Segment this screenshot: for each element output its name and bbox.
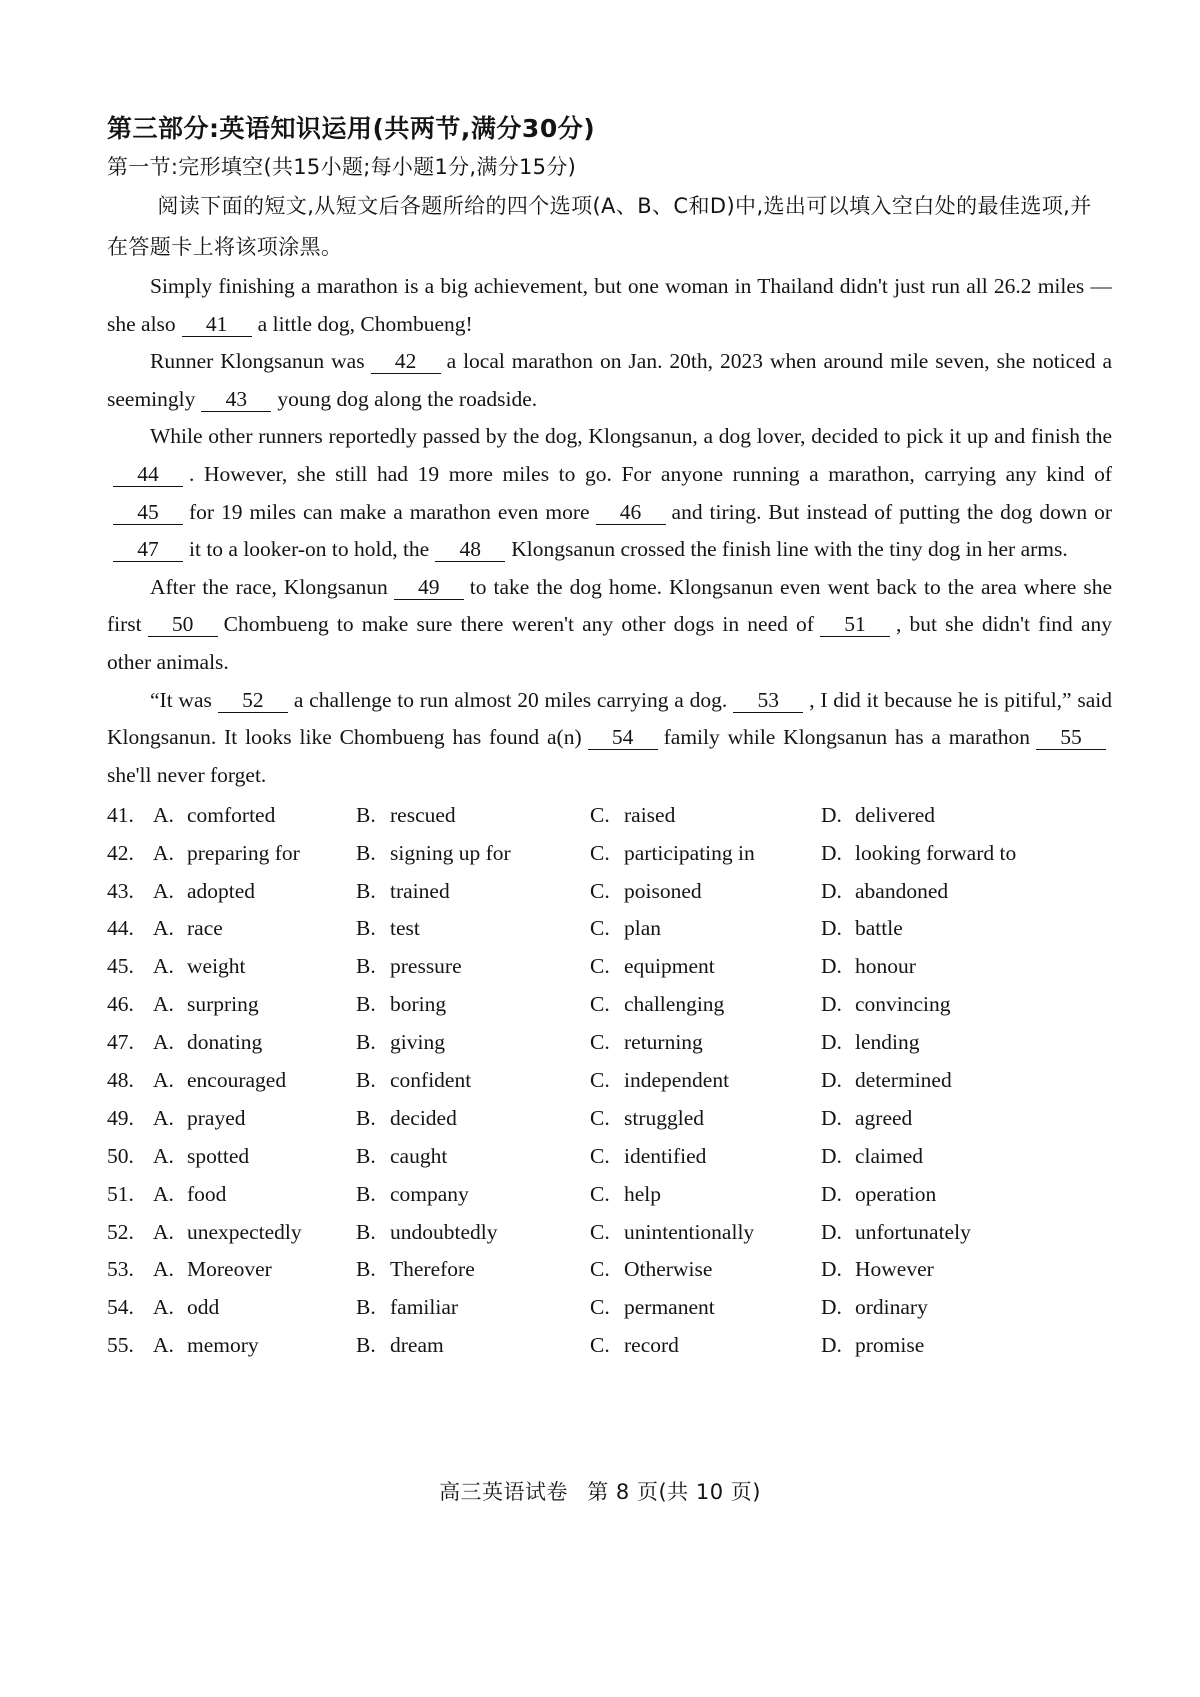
option-text: help (624, 1181, 662, 1206)
exam-page (107, 112, 1112, 1365)
option-letter: B. (356, 1333, 376, 1358)
option-a[interactable] (107, 879, 356, 904)
option-letter: A. (153, 802, 174, 827)
page-footer (0, 1476, 1200, 1506)
option-d[interactable] (821, 1295, 1081, 1320)
option-letter: A. (153, 1219, 174, 1244)
instructions: 阅读下面的短文,从短文后各题所给的四个选项(A、B、C和D)中,选出可以填入空白处的最佳选项,并在答题卡上将该项涂黑。 (107, 194, 1092, 259)
option-letter: A. (153, 1295, 174, 1320)
option-d[interactable] (821, 803, 1081, 828)
option-letter: B. (356, 992, 376, 1017)
option-letter: A. (153, 1105, 174, 1130)
option-c[interactable] (590, 1220, 821, 1245)
option-c[interactable] (590, 841, 821, 866)
option-b[interactable] (356, 1295, 590, 1320)
option-text: poisoned (624, 878, 702, 903)
option-text: returning (624, 1030, 703, 1055)
question-number: 41. (107, 802, 134, 827)
option-text: participating in (624, 840, 755, 865)
blank-52[interactable]: 52 (218, 688, 288, 713)
blank-45[interactable]: 45 (113, 500, 183, 525)
option-b[interactable] (356, 1106, 590, 1131)
question-row (107, 834, 1112, 872)
question-number: 49. (107, 1105, 134, 1130)
option-b[interactable] (356, 1220, 590, 1245)
option-b[interactable] (356, 1068, 590, 1093)
option-c[interactable] (590, 1106, 821, 1131)
option-c[interactable] (590, 1030, 821, 1055)
option-text: record (624, 1333, 679, 1358)
option-letter: B. (356, 1257, 376, 1282)
option-a[interactable] (107, 1295, 356, 1320)
option-letter: C. (590, 1143, 610, 1168)
question-number: 45. (107, 954, 134, 979)
option-text: confident (390, 1067, 472, 1092)
option-letter: A. (153, 1030, 174, 1055)
option-a[interactable] (107, 916, 356, 941)
option-text: convincing (855, 992, 951, 1017)
option-d[interactable] (821, 1220, 1081, 1245)
option-text: spotted (187, 1143, 250, 1168)
blank-48[interactable]: 48 (435, 537, 505, 562)
option-text: weight (187, 954, 246, 979)
question-row (107, 1099, 1112, 1137)
option-letter: A. (153, 1257, 174, 1282)
option-b[interactable] (356, 1030, 590, 1055)
answer-options (107, 796, 1112, 1364)
option-text: adopted (187, 878, 256, 903)
option-letter: C. (590, 1105, 610, 1130)
question-row (107, 1251, 1112, 1289)
option-text: rescued (390, 802, 456, 827)
option-letter: C. (590, 916, 610, 941)
option-text: However (855, 1257, 934, 1282)
option-b[interactable] (356, 954, 590, 979)
option-a[interactable] (107, 803, 356, 828)
option-a[interactable] (107, 1144, 356, 1169)
option-letter: A. (153, 992, 174, 1017)
question-row (107, 1175, 1112, 1213)
option-letter: D. (821, 802, 842, 827)
option-text: independent (624, 1067, 730, 1092)
option-text: unfortunately (855, 1219, 971, 1244)
option-letter: B. (356, 916, 376, 941)
option-c[interactable] (590, 803, 821, 828)
question-number: 51. (107, 1181, 134, 1206)
option-text: delivered (855, 802, 935, 827)
blank-54[interactable]: 54 (588, 725, 658, 750)
option-text: honour (855, 954, 916, 979)
option-letter: C. (590, 1030, 610, 1055)
option-a[interactable] (107, 992, 356, 1017)
option-letter: C. (590, 878, 610, 903)
option-text: comforted (187, 802, 276, 827)
option-text: company (390, 1181, 469, 1206)
option-letter: C. (590, 1067, 610, 1092)
option-letter: D. (821, 1257, 842, 1282)
option-letter: B. (356, 840, 376, 865)
option-letter: A. (153, 1143, 174, 1168)
passage-text: While other runners reportedly passed by the dog, Klongsanun, a dog lover, decided to pick it up and finish the (150, 424, 1112, 449)
question-number: 46. (107, 992, 134, 1017)
option-b[interactable] (356, 803, 590, 828)
question-number: 44. (107, 916, 134, 941)
option-text: decided (390, 1105, 457, 1130)
option-c[interactable] (590, 916, 821, 941)
part-title: 第三部分:英语知识运用(共两节,满分30分) (107, 114, 596, 143)
option-text: agreed (855, 1105, 913, 1130)
option-c[interactable] (590, 1144, 821, 1169)
option-letter: C. (590, 802, 610, 827)
blank-49[interactable]: 49 (394, 575, 464, 600)
option-text: unexpectedly (187, 1219, 302, 1244)
option-letter: D. (821, 840, 842, 865)
blank-50[interactable]: 50 (148, 612, 218, 637)
question-number: 48. (107, 1067, 134, 1092)
option-a[interactable] (107, 1182, 356, 1207)
option-text: plan (624, 916, 662, 941)
option-letter: B. (356, 1219, 376, 1244)
option-text: test (390, 916, 420, 941)
option-letter: C. (590, 992, 610, 1017)
section-title: 第一节:完形填空(共15小题;每小题1分,满分15分) (107, 155, 577, 179)
question-number: 50. (107, 1143, 134, 1168)
option-d[interactable] (821, 1030, 1081, 1055)
option-letter: B. (356, 954, 376, 979)
option-letter: B. (356, 802, 376, 827)
option-letter: D. (821, 1143, 842, 1168)
option-letter: C. (590, 1181, 610, 1206)
question-row (107, 1024, 1112, 1062)
option-text: familiar (390, 1295, 459, 1320)
question-row (107, 1213, 1112, 1251)
option-letter: C. (590, 1333, 610, 1358)
passage-text: “It was (150, 687, 212, 712)
exam-name: 高三英语试卷 (439, 1480, 569, 1504)
passage-text: and tiring. But instead of putting the dog down or (671, 499, 1112, 524)
option-text: struggled (624, 1105, 705, 1130)
passage-paragraph (107, 268, 1112, 343)
option-letter: C. (590, 840, 610, 865)
option-d[interactable] (821, 1106, 1081, 1131)
option-text: prayed (187, 1105, 246, 1130)
option-letter: A. (153, 878, 174, 903)
option-text: donating (187, 1030, 263, 1055)
option-text: Therefore (390, 1257, 475, 1282)
option-text: abandoned (855, 878, 949, 903)
option-b[interactable] (356, 1257, 590, 1282)
option-text: ordinary (855, 1295, 928, 1320)
option-d[interactable] (821, 1068, 1081, 1093)
option-letter: B. (356, 1143, 376, 1168)
passage-text: Chombueng to make sure there weren't any other dogs in need of (223, 612, 814, 637)
option-letter: D. (821, 1067, 842, 1092)
option-a[interactable] (107, 1106, 356, 1131)
option-letter: D. (821, 954, 842, 979)
option-text: permanent (624, 1295, 715, 1320)
option-d[interactable] (821, 1333, 1081, 1358)
option-text: signing up for (390, 840, 511, 865)
option-letter: A. (153, 1181, 174, 1206)
option-letter: D. (821, 1295, 842, 1320)
question-number: 54. (107, 1295, 134, 1320)
passage-text: , I did it because he is pitiful,” said Klongsanun. It looks like Chombueng has found a(n) (107, 687, 1112, 750)
blank-51[interactable]: 51 (820, 612, 890, 637)
option-text: raised (624, 802, 676, 827)
passage-text: Runner Klongsanun was (150, 349, 365, 374)
question-row (107, 986, 1112, 1024)
option-text: surpring (187, 992, 259, 1017)
option-letter: C. (590, 954, 610, 979)
cloze-passage (107, 268, 1112, 794)
option-d[interactable] (821, 841, 1081, 866)
passage-text: for 19 miles can make a marathon even more (189, 499, 590, 524)
option-text: boring (390, 992, 447, 1017)
option-c[interactable] (590, 1295, 821, 1320)
option-text: Otherwise (624, 1257, 713, 1282)
passage-text: young dog along the roadside. (277, 386, 538, 411)
question-number: 53. (107, 1257, 134, 1282)
option-text: determined (855, 1067, 952, 1092)
option-text: undoubtedly (390, 1219, 498, 1244)
option-text: trained (390, 878, 450, 903)
option-text: pressure (390, 954, 462, 979)
option-text: battle (855, 916, 903, 941)
option-d[interactable] (821, 1144, 1081, 1169)
option-a[interactable] (107, 1030, 356, 1055)
passage-text: a little dog, Chombueng! (257, 311, 473, 336)
option-d[interactable] (821, 879, 1081, 904)
option-a[interactable] (107, 1333, 356, 1358)
passage-text: a challenge to run almost 20 miles carrying a dog. (293, 687, 728, 712)
question-row (107, 1062, 1112, 1100)
option-letter: B. (356, 1295, 376, 1320)
blank-42[interactable]: 42 (371, 349, 441, 374)
passage-paragraph (107, 682, 1112, 795)
option-b[interactable] (356, 916, 590, 941)
option-d[interactable] (821, 954, 1081, 979)
blank-44[interactable]: 44 (113, 462, 183, 487)
option-text: preparing for (187, 840, 300, 865)
question-row (107, 1327, 1112, 1365)
option-text: equipment (624, 954, 715, 979)
option-letter: A. (153, 840, 174, 865)
option-text: memory (187, 1333, 259, 1358)
passage-text: a local marathon on Jan. 20th, 2023 when around mile seven, she noticed a seemingly (107, 349, 1112, 411)
question-row (107, 948, 1112, 986)
blank-41[interactable]: 41 (182, 312, 252, 337)
option-text: race (187, 916, 223, 941)
option-text: odd (187, 1295, 220, 1320)
option-d[interactable] (821, 916, 1081, 941)
option-letter: A. (153, 1333, 174, 1358)
option-letter: B. (356, 1030, 376, 1055)
option-b[interactable] (356, 1333, 590, 1358)
blank-53[interactable]: 53 (733, 688, 803, 713)
option-letter: C. (590, 1257, 610, 1282)
option-a[interactable] (107, 1257, 356, 1282)
question-row (107, 796, 1112, 834)
option-b[interactable] (356, 1182, 590, 1207)
option-b[interactable] (356, 992, 590, 1017)
option-c[interactable] (590, 1333, 821, 1358)
option-text: challenging (624, 992, 725, 1017)
question-number: 47. (107, 1030, 134, 1055)
option-c[interactable] (590, 954, 821, 979)
option-letter: A. (153, 954, 174, 979)
option-c[interactable] (590, 1257, 821, 1282)
blank-47[interactable]: 47 (113, 537, 183, 562)
option-c[interactable] (590, 992, 821, 1017)
option-text: giving (390, 1030, 445, 1055)
option-b[interactable] (356, 841, 590, 866)
option-letter: A. (153, 1067, 174, 1092)
option-text: looking forward to (855, 840, 1017, 865)
question-number: 43. (107, 878, 134, 903)
question-number: 52. (107, 1219, 134, 1244)
option-text: lending (855, 1030, 920, 1055)
option-letter: C. (590, 1295, 610, 1320)
option-a[interactable] (107, 1068, 356, 1093)
option-b[interactable] (356, 879, 590, 904)
option-text: food (187, 1181, 227, 1206)
option-letter: C. (590, 1219, 610, 1244)
passage-text: Simply finishing a marathon is a big achievement, but one woman in Thailand didn't just run all 26.2 miles — she also (107, 274, 1112, 336)
option-letter: D. (821, 1105, 842, 1130)
passage-text: After the race, Klongsanun (150, 574, 388, 599)
option-text: dream (390, 1333, 444, 1358)
option-d[interactable] (821, 1257, 1081, 1282)
passage-text: to take the dog home. Klongsanun even went back to the area where she first (107, 574, 1113, 637)
option-a[interactable] (107, 1220, 356, 1245)
option-letter: D. (821, 878, 842, 903)
option-letter: B. (356, 1067, 376, 1092)
option-letter: D. (821, 1219, 842, 1244)
question-row (107, 910, 1112, 948)
option-letter: B. (356, 878, 376, 903)
option-letter: D. (821, 1030, 842, 1055)
passage-text: it to a looker-on to hold, the (189, 537, 430, 562)
question-row (107, 872, 1112, 910)
passage-paragraph (107, 418, 1112, 568)
option-text: encouraged (187, 1067, 287, 1092)
option-a[interactable] (107, 841, 356, 866)
blank-46[interactable]: 46 (596, 500, 666, 525)
passage-paragraph (107, 343, 1112, 418)
passage-text: she'll never forget. (107, 762, 267, 787)
option-text: Moreover (187, 1257, 272, 1282)
question-row (107, 1289, 1112, 1327)
question-number: 55. (107, 1333, 134, 1358)
option-c[interactable] (590, 1068, 821, 1093)
option-c[interactable] (590, 1182, 821, 1207)
passage-text: Klongsanun crossed the finish line with the tiny dog in her arms. (511, 537, 1068, 562)
question-row (107, 1137, 1112, 1175)
passage-text: , but she didn't find any other animals. (107, 612, 1112, 674)
option-c[interactable] (590, 879, 821, 904)
option-letter: D. (821, 916, 842, 941)
option-b[interactable] (356, 1144, 590, 1169)
option-a[interactable] (107, 954, 356, 979)
option-letter: D. (821, 992, 842, 1017)
passage-text: . However, she still had 19 more miles to go. For anyone running a marathon, carrying any kind of (189, 461, 1112, 486)
option-letter: D. (821, 1181, 842, 1206)
option-d[interactable] (821, 1182, 1081, 1207)
option-text: caught (390, 1143, 448, 1168)
option-text: claimed (855, 1143, 924, 1168)
option-letter: A. (153, 916, 174, 941)
option-letter: B. (356, 1181, 376, 1206)
blank-43[interactable]: 43 (201, 387, 271, 412)
page-number: 第 8 页(共 10 页) (587, 1480, 761, 1504)
option-text: operation (855, 1181, 937, 1206)
passage-text: family while Klongsanun has a marathon (663, 725, 1030, 750)
blank-55[interactable]: 55 (1036, 725, 1106, 750)
passage-paragraph (107, 569, 1112, 682)
question-number: 42. (107, 840, 134, 865)
option-text: unintentionally (624, 1219, 755, 1244)
option-letter: B. (356, 1105, 376, 1130)
option-text: identified (624, 1143, 707, 1168)
option-d[interactable] (821, 992, 1081, 1017)
option-text: promise (855, 1333, 925, 1358)
option-letter: D. (821, 1333, 842, 1358)
